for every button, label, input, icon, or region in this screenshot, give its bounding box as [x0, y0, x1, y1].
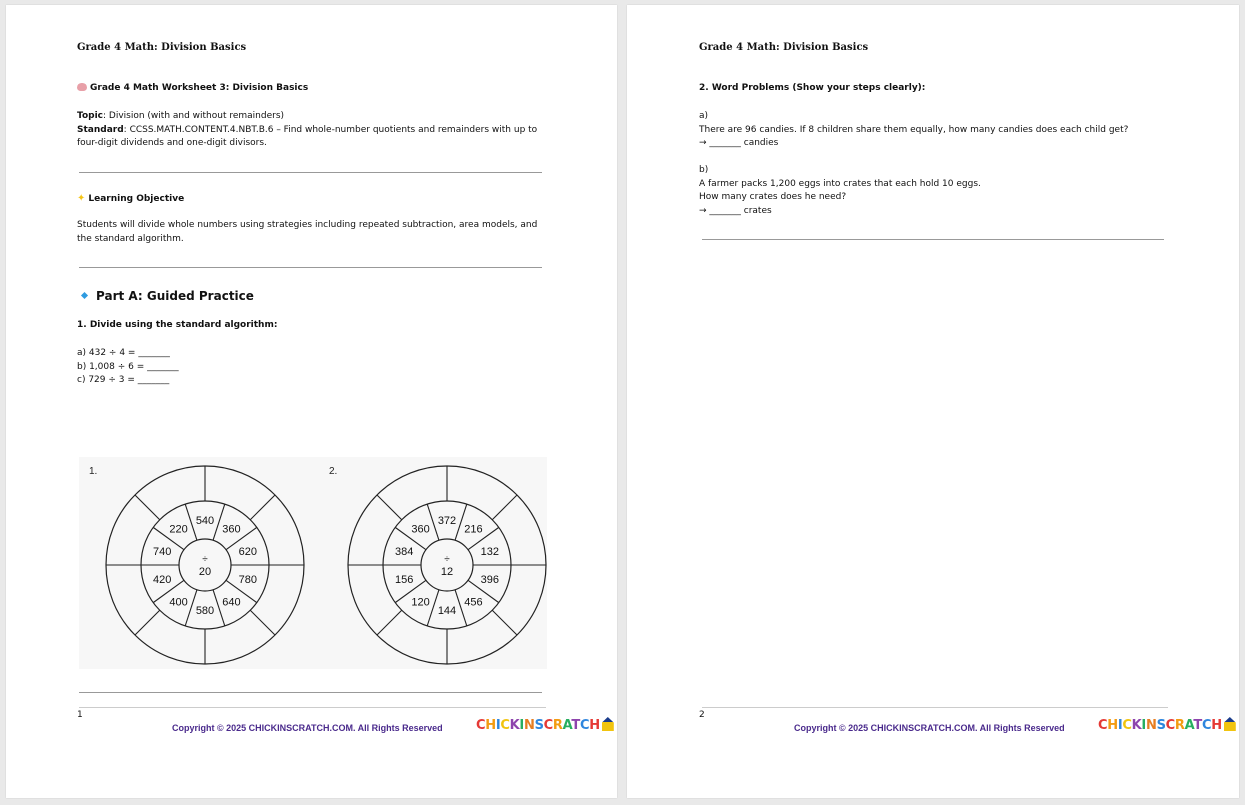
wheel-number: 360: [411, 523, 430, 536]
house-icon: [1224, 717, 1236, 731]
logo-letter: N: [523, 718, 535, 733]
wheel-label: 1.: [89, 466, 98, 477]
standard-line: Standard: CCSS.MATH.CONTENT.4.NBT.B.6 – Find whole-number quotients and remainders with up to: [77, 125, 538, 135]
wheel-number: 360: [222, 523, 241, 536]
chickinscratch-logo: [476, 717, 614, 733]
chickinscratch-logo: [1098, 717, 1236, 733]
logo-letter: C: [543, 718, 553, 733]
logo-letter: T: [571, 718, 580, 733]
q2a-answer: → _______ candies: [699, 138, 779, 148]
wheel-number: 396: [480, 573, 499, 586]
wheel-number: 640: [222, 596, 241, 609]
wheel-number: 156: [395, 573, 414, 586]
wheel-number: 580: [195, 605, 215, 617]
wheel-number: 132: [480, 546, 499, 559]
logo-letter: S: [534, 718, 544, 733]
wheel-label: 2.: [329, 466, 338, 477]
logo-letter: C: [1165, 718, 1175, 733]
logo-letter: R: [552, 718, 563, 733]
wheel-number: 384: [395, 546, 414, 559]
page-header: Grade 4 Math: Division Basics: [699, 42, 869, 53]
page-header: Grade 4 Math: Division Basics: [77, 42, 247, 53]
q1-heading: 1. Divide using the standard algorithm:: [77, 320, 278, 330]
page-number: 2: [699, 710, 705, 720]
logo-letter: C: [579, 718, 590, 733]
divider: [79, 267, 542, 268]
wheel-number: 620: [238, 546, 257, 559]
wheel-number: 216: [464, 523, 483, 536]
divider: [702, 239, 1164, 240]
logo-letter: I: [1117, 718, 1123, 733]
logo-letter: C: [500, 718, 510, 733]
wheel-number: 420: [153, 573, 172, 586]
figure-background: [79, 457, 547, 669]
logo-letter: A: [1184, 718, 1194, 733]
division-operator: ÷: [202, 554, 208, 565]
logo-letter: K: [1131, 718, 1142, 733]
wheel-divisor: 20: [198, 566, 212, 578]
q2a-text: There are 96 candies. If 8 children share them equally, how many candies does each child get?: [699, 125, 1129, 135]
logo-letter: H: [1211, 718, 1222, 733]
wheel-number: 400: [169, 596, 188, 609]
q1-item-b: b) 1,008 ÷ 6 = _______: [77, 362, 179, 372]
logo-letter: T: [1193, 718, 1202, 733]
wheel-number: 120: [411, 596, 430, 609]
q1-item-a: a) 432 ÷ 4 = _______: [77, 348, 170, 358]
sparkle-icon: ✦: [77, 193, 86, 204]
divider: [79, 692, 542, 693]
q2-heading: 2. Word Problems (Show your steps clearly):: [699, 83, 926, 93]
wheel-number: 456: [464, 596, 483, 609]
worksheet-title: Grade 4 Math Worksheet 3: Division Basics: [77, 82, 308, 96]
wheel-number: 220: [169, 523, 188, 536]
logo-letter: C: [1098, 718, 1108, 733]
objective-heading: ✦ Learning Objective: [77, 193, 185, 204]
logo-letter: R: [1174, 718, 1185, 733]
footer-rule: [79, 707, 546, 708]
logo-letter: H: [589, 718, 600, 733]
logo-letter: S: [1156, 718, 1166, 733]
logo-letter: C: [1122, 718, 1132, 733]
page-number: 1: [77, 710, 83, 720]
topic-line: Topic: Division (with and without remainders): [77, 111, 285, 121]
part-a-heading: Part A: Guided Practice: [82, 289, 254, 303]
objective-text-1: Students will divide whole numbers using strategies including repeated subtraction, area models, and: [77, 220, 538, 230]
logo-letter: I: [495, 718, 501, 733]
copyright-text: Copyright © 2025 CHICKINSCRATCH.COM. All Rights Reserved: [172, 723, 443, 733]
logo-letter: I: [519, 718, 524, 733]
wheel-number: 540: [195, 515, 215, 527]
logo-letter: H: [1107, 718, 1118, 733]
q1-item-c: c) 729 ÷ 3 = _______: [77, 375, 170, 385]
logo-letter: H: [485, 718, 496, 733]
objective-text-2: the standard algorithm.: [77, 234, 184, 244]
q2b-label: b): [699, 165, 709, 175]
copyright-text: Copyright © 2025 CHICKINSCRATCH.COM. All Rights Reserved: [794, 723, 1065, 733]
logo-letter: N: [1145, 718, 1157, 733]
q2b-answer: → _______ crates: [699, 206, 772, 216]
page-2: [627, 5, 1239, 798]
brain-icon: [77, 83, 87, 91]
logo-letter: C: [1201, 718, 1212, 733]
logo-letter: I: [1141, 718, 1146, 733]
division-operator: ÷: [444, 554, 450, 565]
logo-letter: K: [509, 718, 520, 733]
footer-rule: [702, 707, 1168, 708]
wheel-number: 144: [437, 605, 457, 617]
divider: [79, 172, 542, 173]
wheel-divisor: 12: [440, 566, 454, 578]
page-1: [6, 5, 617, 798]
q2b-text-2: How many crates does he need?: [699, 192, 847, 202]
wheel-number: 372: [437, 515, 457, 527]
logo-letter: A: [562, 718, 572, 733]
wheel-number: 740: [153, 546, 172, 559]
q2a-label: a): [699, 111, 709, 121]
diamond-icon: [81, 292, 88, 299]
q2b-text-1: A farmer packs 1,200 eggs into crates that each hold 10 eggs.: [699, 179, 981, 189]
division-wheels-figure: [79, 457, 547, 669]
logo-letter: C: [476, 718, 486, 733]
wheel-number: 780: [238, 573, 257, 586]
house-icon: [602, 717, 614, 731]
standard-line-2: four-digit dividends and one-digit divisors.: [77, 138, 267, 148]
